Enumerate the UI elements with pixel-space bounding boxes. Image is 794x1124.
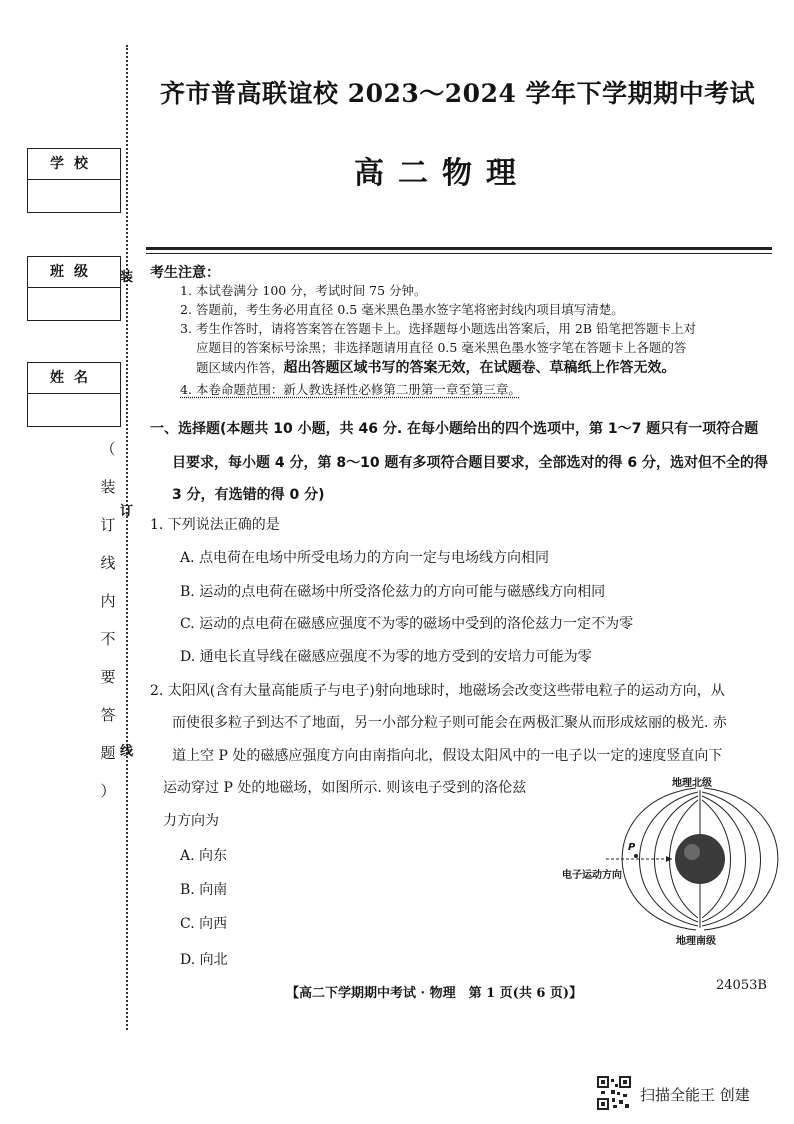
header-rule-thick xyxy=(146,247,772,250)
q2-option-b: B. 向南 xyxy=(180,882,228,898)
earth-magnetic-field-figure xyxy=(560,770,780,950)
binding-dotted-line xyxy=(126,45,128,1030)
class-field[interactable] xyxy=(28,288,120,320)
q2-line-3: 道上空 P 处的磁感应强度方向由南指向北，假设太阳风中的一电子以一定的速度竖直向下 xyxy=(172,748,723,764)
scanner-watermark: 扫描全能王 创建 xyxy=(640,1086,750,1104)
name-box xyxy=(27,362,121,427)
notes-heading: 考生注意： xyxy=(150,265,220,281)
q2-line-5: 力方向为 xyxy=(163,813,219,829)
note-2: 2. 答题前，考生务必用直径 0.5 毫米黑色墨水签字笔将密封线内项目填写清楚。 xyxy=(180,302,624,317)
note-3: 3. 考生作答时，请将答案答在答题卡上。选择题每小题选出答案后，用 2B 铅笔把答题卡上对 xyxy=(180,321,696,336)
point-p-label: P xyxy=(628,842,636,853)
q2-option-d: D. 向北 xyxy=(180,952,228,968)
section1-line-3: 3 分，有选错的得 0 分) xyxy=(172,487,325,503)
q1-stem: 1. 下列说法正确的是 xyxy=(150,517,280,533)
q2-line-1: 2. 太阳风(含有大量高能质子与电子)射向地球时，地磁场会改变这些带电粒子的运动方向，从 xyxy=(150,683,725,699)
class-label: 班级 xyxy=(28,257,120,288)
section1-line-1: 一、选择题(本题共 10 小题，共 46 分. 在每小题给出的四个选项中，第 1～7 题只有一项符合题 xyxy=(150,421,759,437)
subject-title: 高二物理 xyxy=(354,156,530,191)
binding-char-xian: 线 xyxy=(120,744,134,759)
north-label: 地理北级 xyxy=(672,778,712,789)
note-4: 4. 本卷命题范围：新人教选择性必修第二册第一章至第三章。 xyxy=(180,382,521,397)
field-diagram xyxy=(560,770,780,950)
south-label: 地理南级 xyxy=(676,936,716,947)
electron-direction-label: 电子运动方向 xyxy=(562,870,622,881)
binding-warning: （ 装 订 线 内 不 要 答 题 ） xyxy=(100,440,116,800)
electron-arrow-icon xyxy=(666,856,672,862)
name-label: 姓名 xyxy=(28,363,120,394)
q1-option-a: A. 点电荷在电场中所受电场力的方向一定与电场线方向相同 xyxy=(180,550,550,566)
class-box xyxy=(27,256,121,321)
binding-char-ding: 订 xyxy=(120,504,134,519)
q2-line-2: 而使很多粒子到达不了地面，另一小部分粒子则可能会在两极汇聚从而形成炫丽的极光. 赤 xyxy=(172,715,727,731)
note-emphasis: 超出答题区域书写的答案无效，在试题卷、草稿纸上作答无效。 xyxy=(283,360,676,376)
q1-option-c: C. 运动的点电荷在磁感应强度不为零的磁场中受到的洛伦兹力一定不为零 xyxy=(180,616,634,632)
exam-code: 24053B xyxy=(716,978,767,993)
note-3-cont: 应题目的答案标号涂黑；非选择题请用直径 0.5 毫米黑色墨水签字笔在答题卡上各题的答 xyxy=(196,340,687,355)
header-rule-thin xyxy=(146,253,772,254)
note-3-cont2: 题区域内作答，超出答题区域书写的答案无效，在试题卷、草稿纸上作答无效。 xyxy=(196,360,676,376)
q1-option-b: B. 运动的点电荷在磁场中所受洛伦兹力的方向可能与磁感线方向相同 xyxy=(180,584,606,600)
section1-line-2: 目要求，每小题 4 分，第 8～10 题有多项符合题目要求，全部选对的得 6 分，选对但不全的得 xyxy=(172,455,768,471)
earth-globe xyxy=(675,834,725,884)
qr-code-icon xyxy=(597,1076,631,1110)
page-footer: 【高二下学期期中考试 · 物理 第 1 页(共 6 页)】 xyxy=(286,986,583,1001)
q2-line-4: 运动穿过 P 处的地磁场，如图所示. 则该电子受到的洛伦兹 xyxy=(163,780,527,796)
name-field[interactable] xyxy=(28,394,120,426)
note-1: 1. 本试卷满分 100 分，考试时间 75 分钟。 xyxy=(180,283,427,298)
q1-option-d: D. 通电长直导线在磁感应强度不为零的地方受到的安培力可能为零 xyxy=(180,649,592,665)
q2-option-c: C. 向西 xyxy=(180,916,228,932)
q2-option-a: A. 向东 xyxy=(180,848,228,864)
school-label: 学校 xyxy=(28,149,120,180)
exam-title: 齐市普高联谊校 2023～2024 学年下学期期中考试 xyxy=(160,79,756,108)
binding-char-zhuang: 装 xyxy=(120,270,134,285)
point-p xyxy=(634,854,638,858)
